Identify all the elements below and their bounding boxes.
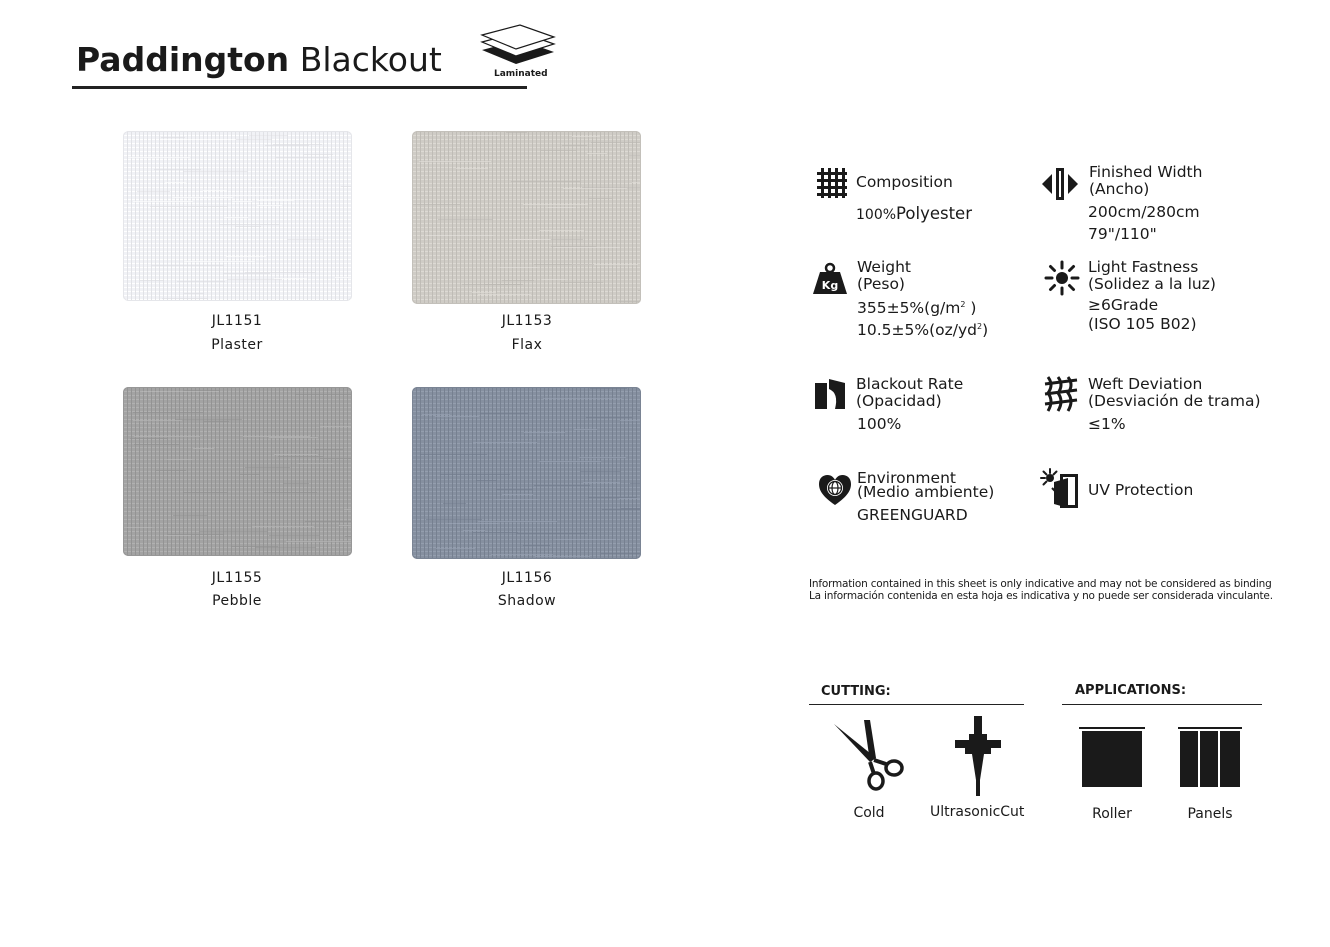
application-panels-label: Panels <box>1187 806 1233 822</box>
grid-icon <box>815 166 849 200</box>
weft-label-es: (Desviación de trama) <box>1088 392 1261 410</box>
blackout-label-en: Blackout Rate <box>856 375 964 393</box>
applications-title: APPLICATIONS: <box>1075 683 1187 698</box>
spec-weft-label <box>1088 376 1261 410</box>
weight-metric-sup: 2 <box>960 299 966 309</box>
swatch-code: JL1155 <box>211 570 263 586</box>
applications-rule <box>1062 704 1262 705</box>
globe-heart-icon <box>818 474 852 508</box>
width-label-en: Finished Width <box>1089 163 1203 181</box>
weight-metric-end: ) <box>965 299 977 317</box>
composition-percent: 100% <box>856 207 897 223</box>
environment-label-en: Environment <box>857 469 956 487</box>
spec-composition-value <box>856 203 972 226</box>
scissors-icon <box>830 718 906 798</box>
swatch-code: JL1153 <box>501 313 553 329</box>
spec-environment-label <box>857 471 994 499</box>
light-value-grade: ≥6Grade <box>1088 296 1159 314</box>
light-label-es: (Solidez a la luz) <box>1088 275 1216 293</box>
swatch-name: Plaster <box>211 337 263 353</box>
swatch-plaster <box>123 131 352 301</box>
cutting-rule <box>809 704 1024 705</box>
cutting-ultrasonic-label: UltrasonicCut <box>930 804 1025 820</box>
swatch-shadow <box>412 387 641 559</box>
disclaimer-en: Information contained in this sheet is only indicative and may not be considered as binding <box>809 578 1272 590</box>
swatch-name: Flax <box>511 337 543 353</box>
kg-weight-icon <box>812 262 846 296</box>
swatch-flax <box>412 131 641 304</box>
spec-uv-label: UV Protection <box>1088 481 1194 499</box>
ultrasonic-cutter-icon <box>955 716 1001 802</box>
weight-metric-text: 355±5%(g/m <box>857 299 961 317</box>
cutting-cold-label: Cold <box>853 805 885 821</box>
weft-icon <box>1044 375 1078 409</box>
blackout-label-es: (Opacidad) <box>856 392 942 410</box>
spec-blackout-value: 100% <box>857 415 902 433</box>
uv-window-icon <box>1040 468 1074 502</box>
weight-value-metric <box>857 297 988 319</box>
environment-label-es: (Medio ambiente) <box>857 483 995 501</box>
weight-label-es: (Peso) <box>857 275 905 293</box>
light-value-standard: (ISO 105 B02) <box>1088 315 1197 333</box>
weight-imperial-end: ) <box>982 321 989 339</box>
spec-composition-label: Composition <box>856 173 953 191</box>
panel-blind-icon <box>1177 727 1243 793</box>
spec-width-label <box>1089 164 1202 198</box>
swatch-name: Shadow <box>497 593 557 609</box>
cutting-title: CUTTING: <box>821 684 891 699</box>
title-underline <box>72 86 527 89</box>
spec-light-value <box>1088 296 1197 334</box>
title-bold: Paddington <box>76 40 290 79</box>
title-regular: Blackout <box>299 40 442 79</box>
spec-environment-value: GREENGUARD <box>857 506 968 524</box>
spec-weight-label <box>857 259 911 293</box>
spec-weft-value: ≤1% <box>1088 415 1126 433</box>
spec-width-value <box>1088 201 1200 245</box>
light-label-en: Light Fastness <box>1088 258 1199 276</box>
swatch-name: Pebble <box>212 593 262 609</box>
blackout-icon <box>813 377 847 411</box>
spec-weight-value <box>857 297 988 341</box>
application-roller-label: Roller <box>1092 806 1132 822</box>
roller-blind-icon <box>1079 727 1145 793</box>
weight-imperial-sup: 2 <box>977 321 983 331</box>
swatch-pebble <box>123 387 352 556</box>
laminated-label: Laminated <box>494 69 548 79</box>
weight-imperial-text: 10.5±5%(oz/yd <box>857 321 977 339</box>
laminated-layers-icon <box>478 22 558 68</box>
spec-blackout-label <box>856 376 963 410</box>
kg-text: Kg <box>821 279 839 292</box>
sun-icon <box>1044 260 1078 294</box>
weight-label-en: Weight <box>857 258 912 276</box>
weight-value-imperial <box>857 319 988 341</box>
width-value-cm: 200cm/280cm <box>1088 203 1200 221</box>
disclaimer <box>809 578 1273 602</box>
disclaimer-es: La información contenida en esta hoja es indicativa y no puede ser considerada vinculante. <box>809 590 1273 602</box>
page-title <box>76 40 442 79</box>
width-arrows-icon <box>1042 166 1076 200</box>
width-label-es: (Ancho) <box>1089 180 1150 198</box>
swatch-code: JL1151 <box>211 313 263 329</box>
width-value-in: 79"/110" <box>1088 225 1157 243</box>
weft-label-en: Weft Deviation <box>1088 375 1203 393</box>
swatch-code: JL1156 <box>501 570 553 586</box>
composition-material: Polyester <box>896 204 972 223</box>
spec-light-label <box>1088 259 1216 293</box>
